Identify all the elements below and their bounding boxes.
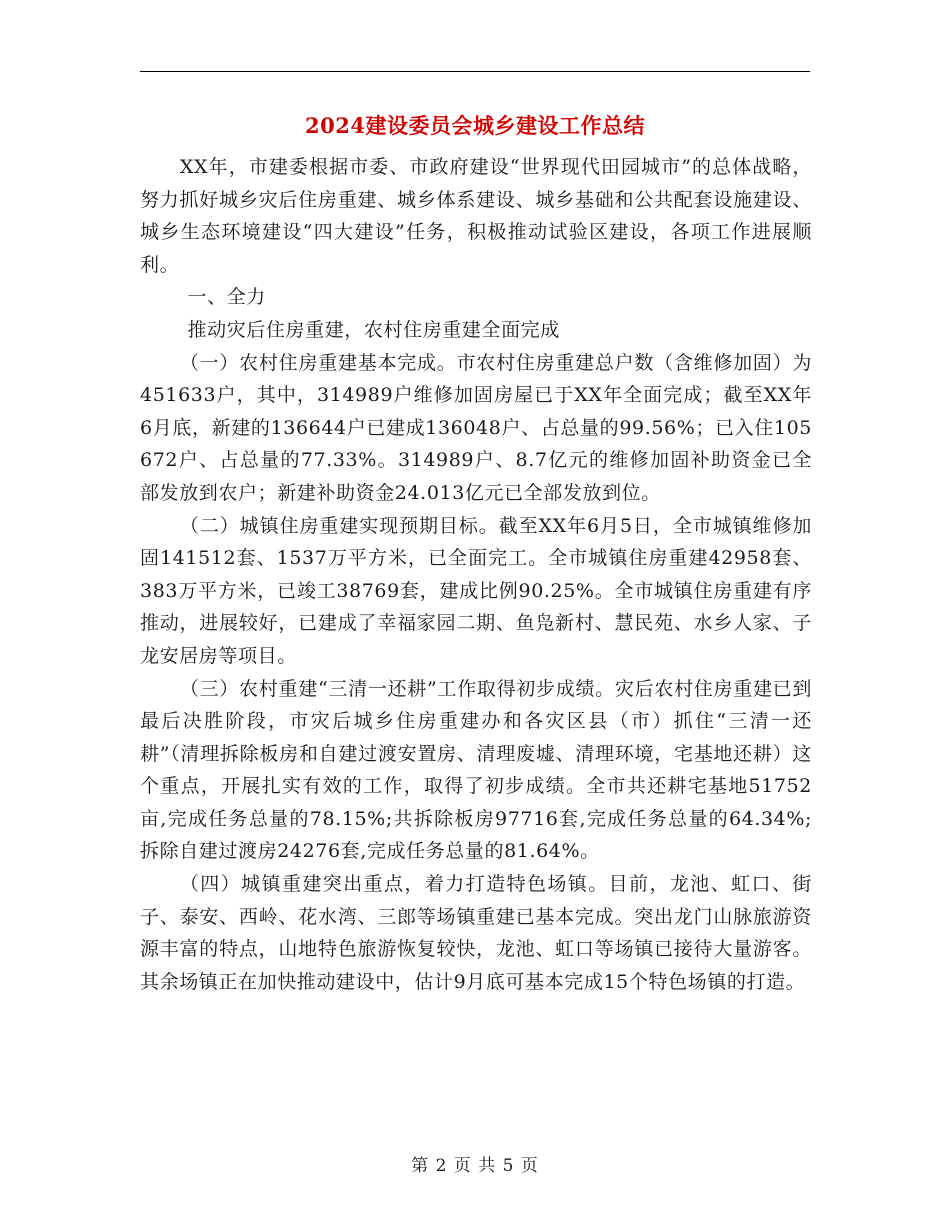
town-reconstruction-paragraph: （四）城镇重建突出重点，着力打造特色场镇。目前，龙池、虹口、街子、泰安、西岭、花水湾、三郎等场镇重建已基本完成。突出龙门山脉旅游资源丰富的特点，山地特色旅游恢复较快，龙池、虹口等场镇已接待大量游客。其余场镇正在加快推动建设中，估计9月底可基本完成15个特色场镇的打造。 — [140, 873, 812, 993]
rural-housing-paragraph: （一）农村住房重建基本完成。市农村住房重建总户数（含维修加固）为451633户，其中，314989户维修加固房屋已于XX年全面完成；截至XX年6月底，新建的136644户已建成136048户、占总量的99.56%；已入住105672户、占总量的77.33%。314989户、8.7亿元的维修加固补助资金已全部发放到农户；新建补助资金24.013亿元已全部发放到位。 — [140, 351, 812, 504]
section-heading-continued: 推动灾后住房重建，农村住房重建全面完成 — [187, 318, 560, 341]
header-rule — [140, 71, 810, 72]
section-heading: 一、全力 — [187, 286, 266, 309]
document-body — [140, 151, 812, 998]
three-clear-paragraph: （三）农村重建“三清一还耕”工作取得初步成绩。灾后农村住房重建已到最后决胜阶段，市灾后城乡住房重建办和各灾区县（市）抓住“三清一还耕”（清理拆除板房和自建过渡安置房、清理废墟、清理环境，宅基地还耕）这个重点，开展扎实有效的工作，取得了初步成绩。全市共还耕宅基地51752亩,完成任务总量的78.15%;共拆除板房97716套,完成任务总量的64.34%;拆除自建过渡房24276套,完成任务总量的81.64%。 — [140, 677, 812, 863]
page-number-footer: 第 2 页 共 5 页 — [411, 1156, 539, 1176]
document-title: 2024建设委员会城乡建设工作总结 — [305, 113, 645, 138]
urban-housing-paragraph: （二）城镇住房重建实现预期目标。截至XX年6月5日，全市城镇维修加固141512套、1537万平方米，已全面完工。全市城镇住房重建42958套、383万平方米，已竣工38769套，建成比例90.25%。全市城镇住房重建有序推动，进展较好，已建成了幸福家园二期、鱼凫新村、慧民苑、水乡人家、子龙安居房等项目。 — [140, 514, 812, 667]
intro-paragraph: XX年，市建委根据市委、市政府建设“世界现代田园城市”的总体战略，努力抓好城乡灾后住房重建、城乡体系建设、城乡基础和公共配套设施建设、城乡生态环境建设“四大建设”任务，积极推动试验区建设，各项工作进展顺利。 — [140, 156, 812, 276]
